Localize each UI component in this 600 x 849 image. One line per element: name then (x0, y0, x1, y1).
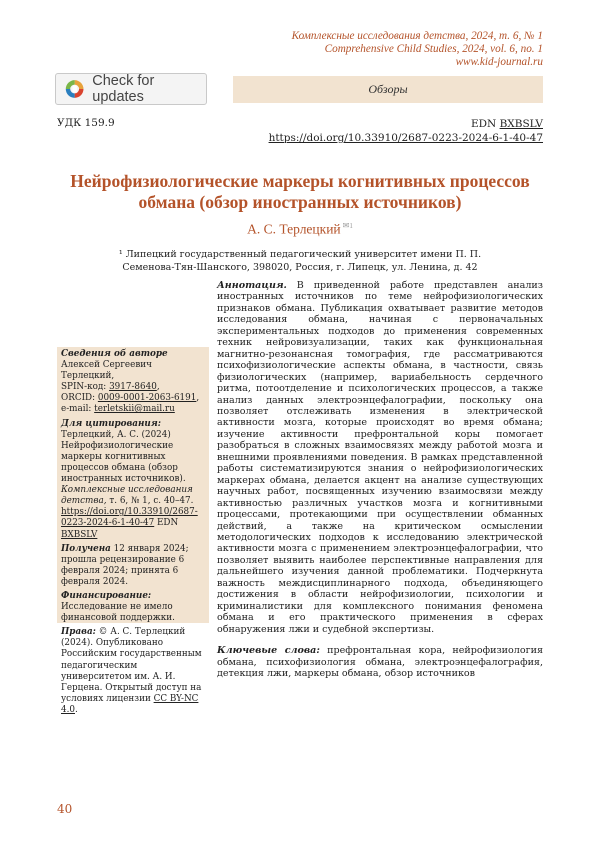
edn-prefix: EDN (470, 118, 500, 130)
citation-edn-link[interactable]: BXBSLV (61, 529, 98, 540)
orcid-label: ORCID: (61, 393, 98, 404)
doi-line (269, 131, 543, 145)
check-for-updates-button[interactable] (55, 73, 207, 105)
citation-doi-link[interactable]: https://doi.org/10.33910/2687-0223-2024-6-1-40-47 (61, 507, 198, 529)
email-link[interactable]: terletskii@mail.ru (94, 404, 175, 415)
spin-line: SPIN-код: 3917-8640, (61, 382, 160, 393)
email-label: e-mail: (61, 404, 95, 415)
abstract (217, 280, 543, 635)
journal-line-ru: Комплексные исследования детства, 2024, т. 6, № 1 (291, 30, 543, 42)
rights-info (61, 627, 205, 716)
author-name: А. С. Терлецкий (247, 221, 341, 237)
udk-code: УДК 159.9 (57, 117, 115, 129)
received-dates (61, 544, 205, 588)
funding-label: Финансирование: (61, 590, 152, 601)
keywords-text: префронтальная кора, нейрофизиология обмана, психофизиология обмана, электроэнцефалография, детекция лжи, маркеры обмана, обзор источников (217, 645, 543, 679)
page-number: 40 (57, 802, 73, 816)
about-author-heading: Сведения об авторе (61, 349, 168, 359)
about-author-name: Алексей Сергеевич Терлецкий, (61, 360, 152, 382)
funding-text: Исследование не имело финансовой поддержки. (61, 602, 175, 624)
article-title: Нейрофизиологические маркеры когнитивных процессов обмана (обзор иностранных источников) (70, 171, 530, 212)
orcid-link[interactable]: 0009-0001-2063-6191 (97, 393, 197, 404)
email-line (61, 404, 205, 415)
funding-info (61, 591, 205, 624)
edn-code[interactable]: BXBSLV (499, 118, 543, 130)
author-affiliation-index: 1 (349, 222, 353, 230)
article-abstract-column (217, 280, 543, 679)
rights-end: . (75, 704, 78, 715)
received-text: 12 января 2024; прошла рецензирование 6 февраля 2024; принята 6 февраля 2024. (61, 543, 189, 587)
spin-link[interactable]: 3917-8640 (109, 382, 157, 393)
citation-journal: Комплексные исследования детства, (61, 485, 193, 507)
section-label: Обзоры (233, 76, 543, 103)
check-updates-icon (64, 78, 85, 100)
orcid-line: ORCID: 0009-0001-2063-6191, (61, 393, 200, 404)
author-line (57, 221, 543, 238)
received-label: Получена (61, 543, 111, 554)
spin-label: SPIN-код: (61, 382, 110, 393)
affiliation: ¹ Липецкий государственный педагогический университет имени П. П. Семенова-Тян-Шанского, 398020, Россия, г. Липецк, ул. Ленина, д. 42 (118, 249, 482, 273)
rights-label: Права: (61, 627, 96, 638)
citation-body: Терлецкий, А. С. (2024) Нейрофизиологические маркеры когнитивных процессов обмана (обзор иностранных источников). (61, 429, 186, 485)
journal-header (292, 30, 543, 69)
edn-line (269, 117, 543, 131)
abstract-label: Аннотация. (217, 280, 287, 291)
rights-text: © А. С. Терлецкий (2024). Опубликовано Российским государственным педагогическим университетом им. А. И. Герцена. Открытый доступ на условиях лицензии (61, 627, 202, 704)
citation-text (61, 430, 205, 541)
license-link[interactable]: CC BY-NC 4.0 (61, 693, 199, 715)
envelope-icon[interactable]: ✉ (342, 221, 350, 230)
citation-issue: т. 6, № 1, с. 40–47. (106, 496, 194, 507)
citation-heading: Для цитирования: (61, 418, 162, 429)
journal-line-en: Comprehensive Child Studies, 2024, vol. 6, no. 1 (324, 43, 543, 55)
edn-block (269, 117, 543, 145)
keywords-label: Ключевые слова: (217, 645, 320, 657)
doi-link[interactable]: https://doi.org/10.33910/2687-0223-2024-6-1-40-47 (268, 132, 543, 144)
abstract-text: В приведенной работе представлен анализ иностранных источников по теме нейрофизиологических признаков обмана. Публикация охватывает развитие методов исследования обмана, начиная с первоначальных экспериментальных подходов до применения современных техник нейровизуализации, таких как функциональная магнитно-резонансная томография, где рассматриваются психофизиологические аспекты обмана, в частности, связь физиологических (например, вариабельность сердечного ритма, потоотделение и психологических процессов, а также анализ данных электроэнцефалографии, поскольку она позволяет отслеживать изменения в электрической активности мозга, которые происходят во время обмана; изучение активности префронтальной коры помогает разобраться в сложных взаимосвязях между работой мозга и внешними проявлениями поведения. В рамках представленной работы систематизируются знания о нейрофизиологических маркерах обмана, делается акцент на анализе существующих научных работ, посвященных изучению взаимосвязи между активностью различных участков мозга и когнитивными процессами, протекающими при осуществлении обманных действий, а также на критическом осмыслении методологических подходов к исследованию электрической активности мозга с применением электроэнцефалографии, что позволяет выявить наиболее перспективные направления для дальнейшего изучения данной проблематики. Подчеркнута важность междисциплинарного подхода, объединяющего достижения в области нейрофизиологии, психологии и криминалистики для комплексного понимания феномена обмана и его практического применения в сферах обнаружения лжи и судебной экспертизы. (217, 280, 543, 635)
citation-edn-prefix: EDN (154, 518, 179, 529)
article-info-sidebar (57, 347, 209, 715)
check-updates-label: Check for updates (92, 73, 155, 105)
journal-website: www.kid-journal.ru (455, 56, 543, 68)
keywords (217, 645, 543, 679)
